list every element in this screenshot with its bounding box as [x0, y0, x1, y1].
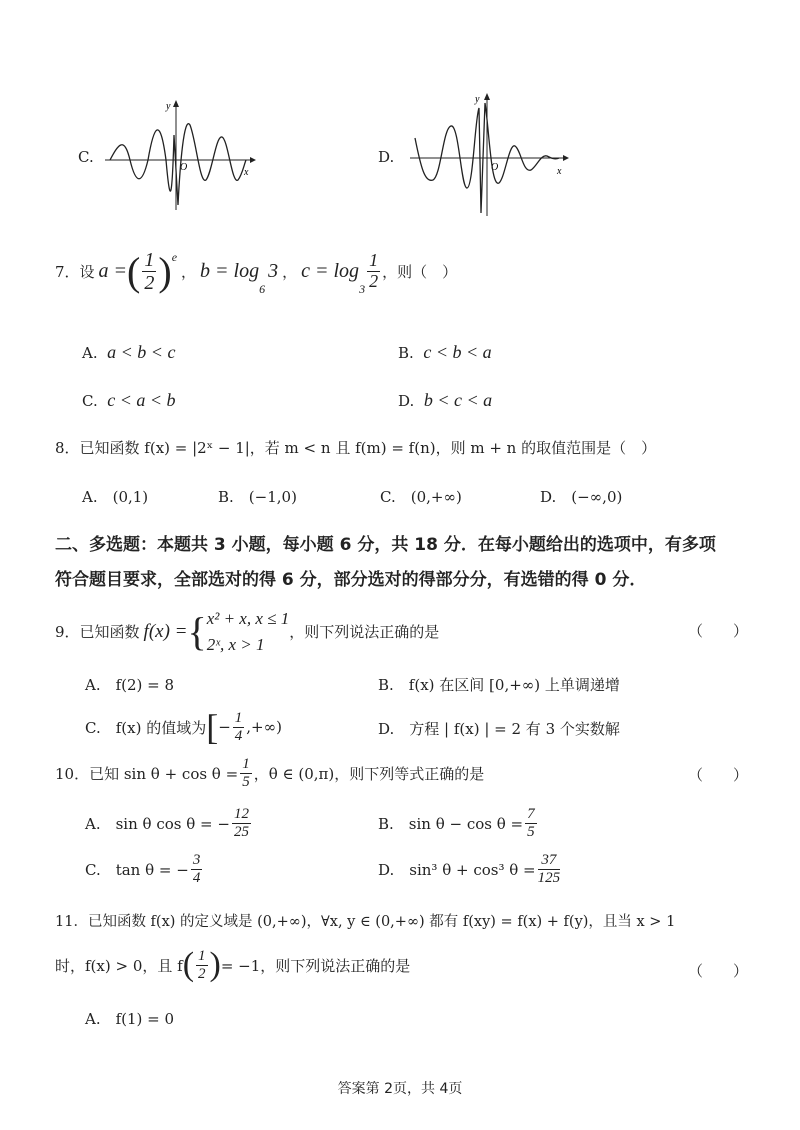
option-c-label: C.: [78, 148, 94, 166]
q8-option-d[interactable]: D. (−∞,0): [540, 488, 623, 506]
q8-option-a[interactable]: A. (0,1): [82, 488, 149, 506]
svg-text:x: x: [557, 166, 562, 177]
origin-label: O: [180, 162, 188, 173]
q11-option-a[interactable]: A. f(1) = 0: [85, 1010, 175, 1028]
q7-option-a[interactable]: A. a < b < c: [82, 342, 176, 362]
q10-option-b[interactable]: B. sin θ − cos θ = $\frac{7}{5}$: [378, 806, 535, 840]
q7-option-d[interactable]: D. b < c < a: [398, 390, 493, 410]
graph-d: [405, 88, 575, 223]
svg-text:y: y: [475, 94, 480, 105]
question-7-stem: 7．设 a = ( $\frac{1}{2}$ ) e ， b = log 6 3 ， c = log 3 $\frac{1}{2}$ ，则（ ）: [55, 249, 458, 296]
svg-text:O: O: [491, 162, 499, 173]
q9-option-d[interactable]: D. 方程 | f(x) | = 2 有 3 个实数解: [378, 720, 620, 738]
section-2-heading-line2: 符合题目要求，全部选对的得 6 分，部分选对的得部分分，有选错的得 0 分．: [55, 570, 647, 590]
q10-answer-paren[interactable]: （ ）: [688, 766, 749, 784]
question-11-stem-line2: 时，f(x) > 0，且 f ( $\frac{1}{2}$ ) = −1，则下列说法正确的是: [55, 946, 411, 983]
q7-option-c[interactable]: C. c < a < b: [82, 390, 176, 410]
q8-option-c[interactable]: C. (0,+∞): [380, 488, 462, 506]
graph-c: [100, 95, 260, 215]
curve-c: [110, 124, 246, 205]
q9-option-c[interactable]: C. f(x) 的值域为 [ − $\frac{1}{4}$ ,+∞): [85, 707, 282, 747]
q9-option-b[interactable]: B. f(x) 在区间 [0,+∞) 上单调递增: [378, 676, 620, 694]
q10-option-a[interactable]: A. sin θ cos θ = − $\frac{12}{25}$: [85, 806, 249, 840]
question-10-stem: 10．已知 sin θ + cos θ = $\frac{1}{5}$ ，θ ∈ (0,π)，则下列等式正确的是: [55, 756, 485, 790]
q11-answer-paren[interactable]: （ ）: [688, 962, 749, 980]
q8-option-b[interactable]: B. (−1,0): [218, 488, 297, 506]
question-9-stem: 9．已知函数 f(x) = { x² + x, x ≤ 1 2ˣ, x > 1 ，则下列说法正确的是: [55, 609, 440, 654]
q7-option-b[interactable]: B. c < b < a: [398, 342, 492, 362]
q9-option-a[interactable]: A. f(2) = 8: [85, 676, 175, 694]
question-11-stem-line1: 11．已知函数 f(x) 的定义域是 (0,+∞)，∀x, y ∈ (0,+∞) 都有 f(xy) = f(x) + f(y)，且当 x > 1: [55, 914, 676, 930]
option-d-label: D.: [378, 148, 395, 166]
page-footer: 答案第 2页，共 4页: [337, 1081, 463, 1097]
q10-option-d[interactable]: D. sin³ θ + cos³ θ = $\frac{37}{125}$: [378, 852, 561, 886]
axis-y-label: y: [166, 101, 171, 112]
q9-answer-paren[interactable]: （ ）: [688, 622, 749, 640]
section-2-heading-line1: 二、多选题：本题共 3 小题，每小题 6 分，共 18 分．在每小题给出的选项中，有多项: [55, 535, 716, 555]
axis-x-label: x: [244, 167, 249, 178]
q10-option-c[interactable]: C. tan θ = − $\frac{3}{4}$: [85, 852, 201, 886]
question-8-stem: 8．已知函数 f(x) = |2ˣ − 1|，若 m < n 且 f(m) = f(n)，则 m + n 的取值范围是（ ）: [55, 439, 657, 457]
